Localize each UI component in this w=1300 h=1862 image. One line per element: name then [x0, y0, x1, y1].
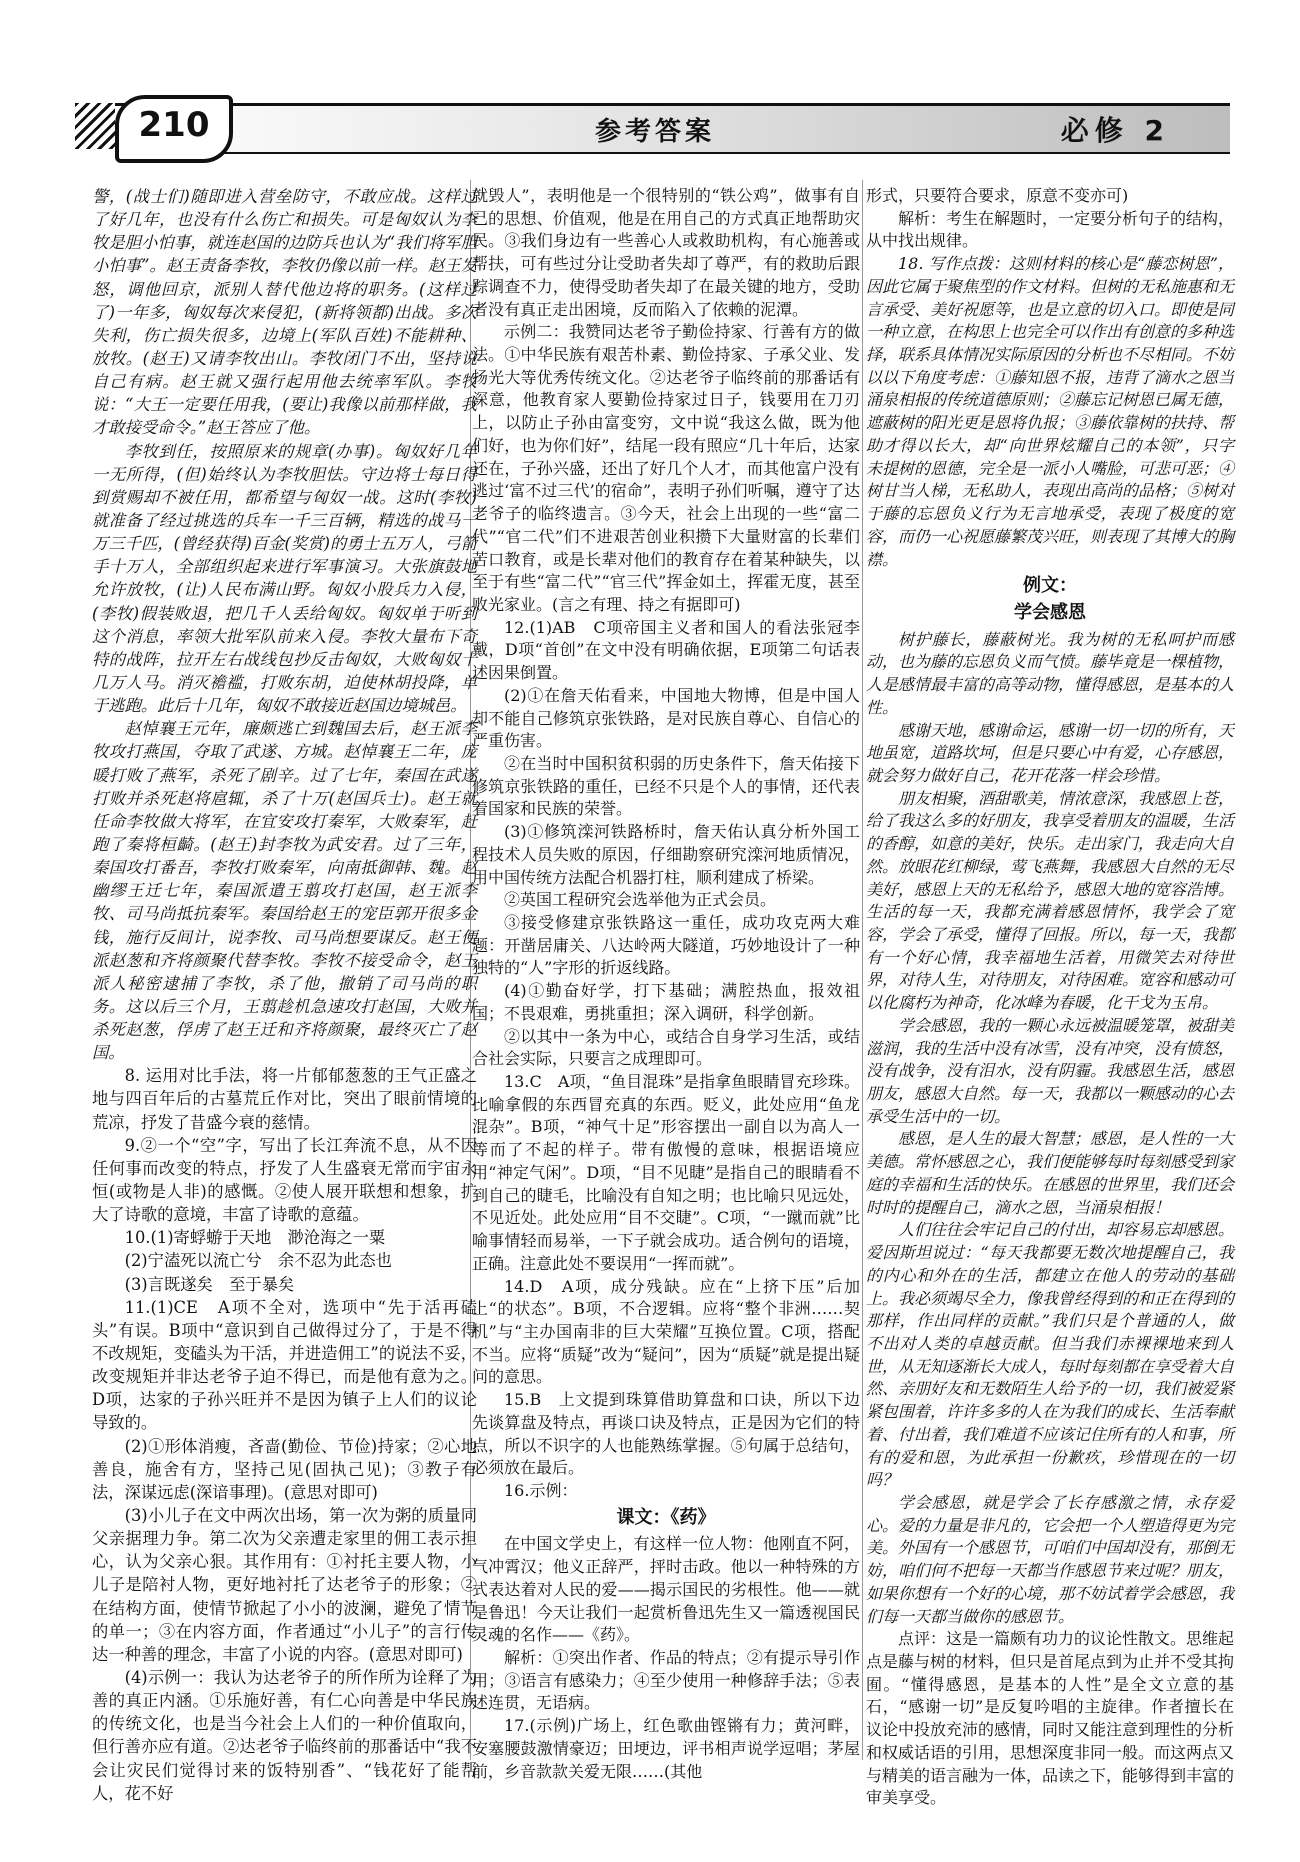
paragraph: 警，(战士们)随即进入营垒防守，不敢应战。这样过了好几年，也没有什么伤亡和损失。可是匈奴认为李牧是胆小怕事，就连赵国的边防兵也认为“我们将军胆小怕事”。赵王责备李牧，李牧仍像以前一样。赵王发怒，调他回京，派别人替代他边将的职务。(这样过了)一年多，匈奴每次来侵犯，(新将领都)出战。多次失利，伤亡损失很多，边境上(军队百姓)不能耕种、放牧。(赵王)又请李牧出山。李牧闭门不出，坚持说自己有病。赵王就又强行起用他去统率军队。李牧说：“大王一定要任用我，(要让)我像以前那样做，我才敢接受命令。”赵王答应了他。 — [92, 187, 477, 438]
column-2 — [472, 185, 860, 1783]
paragraph: (2)①形体消瘦，吝啬(勤俭、节俭)持家；②心地善良，施舍有方，坚持己见(固执己见)；③教子有法，深谋远虑(深谙事理)。(意思对即可) — [92, 1436, 477, 1502]
paragraph: 感谢天地，感谢命运，感谢一切一切的所有，天地虽宽，道路坎坷，但是只要心中有爱，心存感恩，就会努力做好自己，花开花落一样会珍惜。 — [866, 720, 1235, 785]
paragraph: 解析：①突出作者、作品的特点；②有提示导引作用；③语言有感染力；④至少使用一种修辞手法；⑤表述连贯，无语病。 — [472, 1648, 860, 1713]
paragraph: 11.(1)CE A项不全对，选项中“先于活再磕头”有误。B项中“意识到自己做得过分了，于是不得不改规矩，变磕头为干活，并进造佣工”的说法不妥，改变规矩并非达老爷子迫不得已，而是他有意为之。D项，达家的子孙兴旺并不是因为镇子上人们的议论导致的。 — [92, 1297, 477, 1433]
paragraph: 16.示例： — [504, 1480, 578, 1500]
paragraph: (3)①修筑滦河铁路桥时，詹天佑认真分析外国工程技术人员失败的原因，仔细勘察研究滦河地质情况，用中国传统方法配合机器打柱，顺利建成了桥梁。 — [472, 822, 860, 887]
paragraph: 朋友相聚，酒甜歌美，情浓意深，我感恩上苍，给了我这么多的好朋友，我享受着朋友的温暖，生活的香醇，如意的美好，快乐。走出家门，我走向大自然。放眼花红柳绿，莺飞燕舞，我感恩大自然的无尽美好，感恩上天的无私给予，感恩大地的宽容浩博。生活的每一天，我都充满着感恩情怀，我学会了宽容，学会了承受，懂得了回报。所以，每一天，我都有一个好心情，我幸福地生活着，用微笑去对待世界，对待人生，对待朋友，对待困难。宽容和感动可以化腐朽为神奇，化冰峰为春暖，化干戈为玉帛。 — [866, 788, 1235, 1013]
header-subject: 必修 2 — [1060, 114, 1170, 147]
paragraph: 在中国文学史上，有这样一位人物：他刚直不阿，气冲霄汉；他义正辞严，抨时击政。他以一种特殊的方式表达着对人民的爱——揭示国民的劣根性。他——就是鲁迅！今天让我们一起赏析鲁迅先生又一篇透视国民灵魂的名作——《药》。 — [472, 1534, 860, 1645]
paragraph: (3)言既遂矣 至于暴矣 — [124, 1274, 295, 1294]
paragraph: 形式，只要符合要求，原意不变亦可) — [866, 186, 1129, 205]
paragraph: 学会感恩，我的一颗心永远被温暖笼罩，被甜美滋润，我的生活中没有冰雪，没有冲突，没有愤怒，没有战争，没有泪水，没有阴霾。我感恩生活，感恩朋友，感恩大自然。每一天，我都以一颗感动的心去承受生活中的一切。 — [866, 1015, 1235, 1126]
paragraph: 感恩，是人生的最大智慧；感恩，是人性的一大美德。常怀感恩之心，我们便能够每时每刻感受到家庭的幸福和生活的快乐。在感恩的世界里，我们还会时时的提醒自己，滴水之恩，当涌泉相报！ — [866, 1129, 1235, 1217]
paragraph: (2)宁溘死以流亡兮 余不忍为此态也 — [124, 1251, 392, 1271]
page-number: 210 — [115, 95, 233, 163]
paragraph: 树护藤长，藤蔽树光。我为树的无私呵护而感动，也为藤的忘恩负义而气愤。藤毕竟是一棵植物，人是感情最丰富的高等动物，懂得感恩，是基本的人性。 — [866, 629, 1235, 717]
paragraph: (3)小儿子在文中两次出场，第一次为粥的质量同父亲据理力争。第二次为父亲遭走家里的佣工表示担心，认为父亲心狠。其作用有：①衬托主要人物，小儿子是陪衬人物，更好地衬托了达老爷子的形象；②在结构方面，使情节掀起了小小的波澜，避免了情节的单一；③在内容方面，作者通过“小儿子”的言行传达一种善的理念，丰富了小说的内容。(意思对即可) — [92, 1506, 477, 1664]
paragraph: ③接受修建京张铁路这一重任，成功攻克两大难题：开凿居庸关、八达岭两大隧道，巧妙地设计了一种独特的“人”字形的折返线路。 — [472, 913, 860, 978]
column-3 — [866, 185, 1234, 1810]
paragraph: 李牧到任，按照原来的规章(办事)。匈奴好几年一无所得，(但)始终认为李牧胆怯。守边将士每日得到赏赐却不被任用，都希望与匈奴一战。这时(李牧)就准备了经过挑选的兵车一千三百辆，精选的战马一万三千匹，(曾经获得)百金(奖赏)的勇士五万人，弓箭手十万人，全部组织起来进行军事演习。大张旗鼓地允许放牧，(让)人民布满山野。匈奴小股兵力入侵，(李牧)假装败退，把几千人丢给匈奴。匈奴单于听到这个消息，率领大批军队前来入侵。李牧大量布下奇特的战阵，拉开左右战线包抄反击匈奴，大败匈奴十几万人马。消灭襜褴，打败东胡，迫使林胡投降，单于逃跑。此后十几年，匈奴不敢接近赵国边境城邑。 — [92, 441, 477, 716]
section-title: 例文： — [1023, 575, 1077, 597]
paragraph: ②在当时中国积贫积弱的历史条件下，詹天佑接下修筑京张铁路的重任，已经不只是个人的事情，还代表着国家和民族的荣誉。 — [472, 753, 860, 819]
paragraph: (4)示例一：我认为达老爷子的所作所为诠释了为善的真正内涵。①乐施好善，有仁心向善是中华民族的传统文化，也是当今社会上人们的一种价值取向，但行善亦应有道。②达老爷子临终前的那番话中“我不会让灾民们觉得讨来的饭特别香”、“钱花好了能帮人，花不好 — [92, 1668, 477, 1803]
paragraph: 14.D A项，成分残缺。应在“上挤下压”后加上“的状态”。B项，不合逻辑。应将“整个非洲……契机”与“主办国南非的巨大荣耀”互换位置。C项，搭配不当。应将“质疑”改为“疑问”，因为“质疑”就是提出疑问的意思。 — [472, 1276, 860, 1387]
header-title: 参考答案 — [594, 117, 715, 147]
paragraph: 17.(示例)广场上，红色歌曲铿锵有力；黄河畔，安塞腰鼓激情豪迈；田埂边，评书相声说学逗唱；茅屋前，乡音款款关爱无限……(其他 — [472, 1716, 860, 1781]
paragraph: 点评：这是一篇颇有功力的议论性散文。思维起点是藤与树的材料，但只是首尾点到为止并不受其拘囿。“懂得感恩，是基本的人性”是全文立意的基石，“感谢一切”是反复吟唱的主旋律。作者擅长在议论中投放充沛的感情，同时又能注意到理性的分析和权威话语的引用，思想深度非同一般。而这两点又与精美的语言融为一体，品读之下，能够得到丰富的审美享受。 — [866, 1629, 1235, 1808]
paragraph: 12.(1)AB C项帝国主义者和国人的看法张冠李戴，D项“首创”在文中没有明确依据，E项第二句话表述因果倒置。 — [472, 617, 860, 683]
paragraph: (4)①勤奋好学，打下基础；满腔热血，报效祖国；不畏艰难，勇挑重担；深入调研，科学创新。 — [472, 981, 860, 1023]
paragraph: 学会感恩，就是学会了长存感激之情，永存爱心。爱的力量是非凡的，它会把一个人塑造得更为完美。外国有一个感恩节，可咱们中国却没有，那倒无妨，咱们何不把每一天都当作感恩节来过呢？朋友，如果你想有一个好的心境，那不妨试着学会感恩，我们每一天都当做你的感恩节。 — [866, 1492, 1235, 1626]
page-header — [75, 95, 1230, 155]
paragraph: 人们往往会牢记自己的付出，却容易忘却感恩。爱因斯坦说过：“每天我都要无数次地提醒自己，我的内心和外在的生活，都建立在他人的劳动的基础上。我必须竭尽全力，像我曾经得到的和正在得到的那样，作出同样的贡献。”我们只是个普通的人，做不出对人类的卓越贡献。但当我们赤裸裸地来到人世，从无知逐渐长大成人，每时每刻都在享受着大自然、亲朋好友和无数陌生人给予的一切，我们被爱紧紧包围着，许许多多的人在为我们的成长、生活奉献着、付出着，我们难道不应该记住所有的人和事，所有的爱和恩，为此承担一份歉疚，珍惜现在的一切吗？ — [866, 1220, 1235, 1490]
paragraph: 9.②一个“空”字，写出了长江奔流不息，从不因任何事而改变的特点，抒发了人生盛衰无常而宇宙永恒(或物是人非)的感慨。②使人展开联想和想象，扩大了诗歌的意境，丰富了诗歌的意蕴。 — [92, 1135, 477, 1225]
paragraph: 赵悼襄王元年，廉颇逃亡到魏国去后，赵王派李牧攻打燕国，夺取了武遂、方城。赵悼襄王二年，庞暖打败了燕军，杀死了剧辛。过了七年，秦国在武遂打败并杀死赵将扈辄，杀了十万(赵国兵士)。赵王就任命李牧做大将军，在宜安攻打秦军，大败秦军，赶跑了秦将桓齮。(赵王)封李牧为武安君。过了三年，秦国攻打番吾，李牧打败秦军，向南抵御韩、魏。赵幽缪王迁七年，秦国派遣王翦攻打赵国，赵王派李牧、司马尚抵抗秦军。秦国给赵王的宠臣郭开很多金钱，施行反间计，说李牧、司马尚想要谋反。赵王便派赵葱和齐将颜聚代替李牧。李牧不接受命令，赵王派人秘密逮捕了李牧，杀了他，撤销了司马尚的职务。这以后三个月，王翦趁机急速攻打赵国，大败并杀死赵葱，俘虏了赵王迁和齐将颜聚，最终灭亡了赵国。 — [92, 719, 477, 1063]
essay-title: 学会感恩 — [1014, 601, 1086, 623]
paragraph: 8. 运用对比手法，将一片郁郁葱葱的王气正盛之地与四百年后的古墓荒丘作对比，突出了眼前情境的荒凉，抒发了昔盛今衰的慈情。 — [92, 1066, 477, 1132]
section-title: 课文：《药》 — [616, 1506, 716, 1528]
paragraph: 就毁人”，表明他是一个很特别的“铁公鸡”，做事有自己的思想、价值观，他是在用自己的方式真正地帮助灾民。③我们身边有一些善心人或救助机构，有心施善或帮扶，可有些过分让受助者失却了尊严，有的救助后跟踪调查不力，使得受助者失却了在最关键的地方，受助者没有真正走出困境，反而陷入了依赖的泥潭。 — [472, 186, 860, 319]
column-divider — [862, 180, 863, 1760]
paragraph: (2)①在詹天佑看来，中国地大物博，但是中国人却不能自己修筑京张铁路，是对民族自尊心、自信心的严重伤害。 — [472, 685, 860, 751]
paragraph: 18. 写作点拨：这则材料的核心是“藤恋树恩”，因此它属于聚焦型的作文材料。但树的无私施惠和无言承受、美好祝愿等，也是立意的切入口。即使是同一种立意，在构思上也完全可以作出有创意的多种选择，联系具体情况实际原因的分析也不尽相同。不妨以以下角度考虑：①藤知恩不报，违背了滴水之恩当涌泉相报的传统道德原则；②藤忘记树恩已属无德，遮蔽树的阳光更是恩将仇报；③藤依靠树的扶持、帮助才得以长大，却“向世界炫耀自己的本领”，只字未提树的恩德，完全是一派小人嘴脸，可悲可恶；④树甘当人梯，无私助人，表现出高尚的品格；⑤树对于藤的忘恩负义行为无言地承受，表现了极度的宽容，而仍一心祝愿藤繁茂兴旺，则表现了其博大的胸襟。 — [866, 254, 1235, 569]
paragraph: 13.C A项，“鱼目混珠”是指拿鱼眼睛冒充珍珠。比喻拿假的东西冒充真的东西。贬义，此处应用“鱼龙混杂”。B项，“神气十足”形容摆出一副自以为高人一等而了不起的样子。带有傲慢的意味，根据语境应用“神定气闲”。D项，“目不见睫”是指自己的眼睛看不到自己的睫毛，比喻没有自知之明；也比喻只见远处，不见近处。此处应用“目不交睫”。C项，“一蹴而就”比喻事情轻而易举，一下子就会成功。适合例句的语境，正确。注意此处不要误用“一挥而就”。 — [472, 1072, 860, 1273]
paragraph: ②英国工程研究会选举他为正式会员。 — [504, 890, 777, 910]
paragraph: ②以其中一条为中心，或结合自身学习生活，或结合社会实际，只要言之成理即可。 — [472, 1026, 860, 1069]
paragraph: 解析：考生在解题时，一定要分析句子的结构，从中找出规律。 — [866, 208, 1235, 251]
paragraph: 10.(1)寄蜉蝣于天地 渺沧海之一粟 — [124, 1228, 386, 1248]
paragraph: 示例二：我赞同达老爷子勤俭持家、行善有方的做法。①中华民族有艰苦朴素、勤俭持家、子承父业、发扬光大等优秀传统文化。②达老爷子临终前的那番话有深意，他教育家人要勤俭持家过日子，钱要用在刀刃上，以防止子孙由富变穷，文中说“我这么做，既为他们好，也为你们好”，结尾一段有照应“几十年后，达家还在，子孙兴盛，还出了好几个人才，而其他富户没有逃过‘富不过三代’的宿命”，表明子孙们听嘱，遵守了达老爷子的临终遗言。③今天，社会上出现的一些“富二代”“官二代”们不进艰苦创业积攒下大量财富的长辈们苦口教育，或是长辈对他们的教育存在着某种缺失，以至于有些“富二代”“官三代”挥金如土，挥霍无度，甚至败光家业。(言之有理、持之有据即可) — [472, 322, 860, 614]
column-1 — [92, 185, 477, 1805]
paragraph: 15.B 上文提到珠算借助算盘和口诀，所以下边先谈算盘及特点，再谈口诀及特点，正是因为它们的特点，所以不识字的人也能熟练掌握。⑤句属于总结句，必须放在最后。 — [472, 1390, 860, 1478]
